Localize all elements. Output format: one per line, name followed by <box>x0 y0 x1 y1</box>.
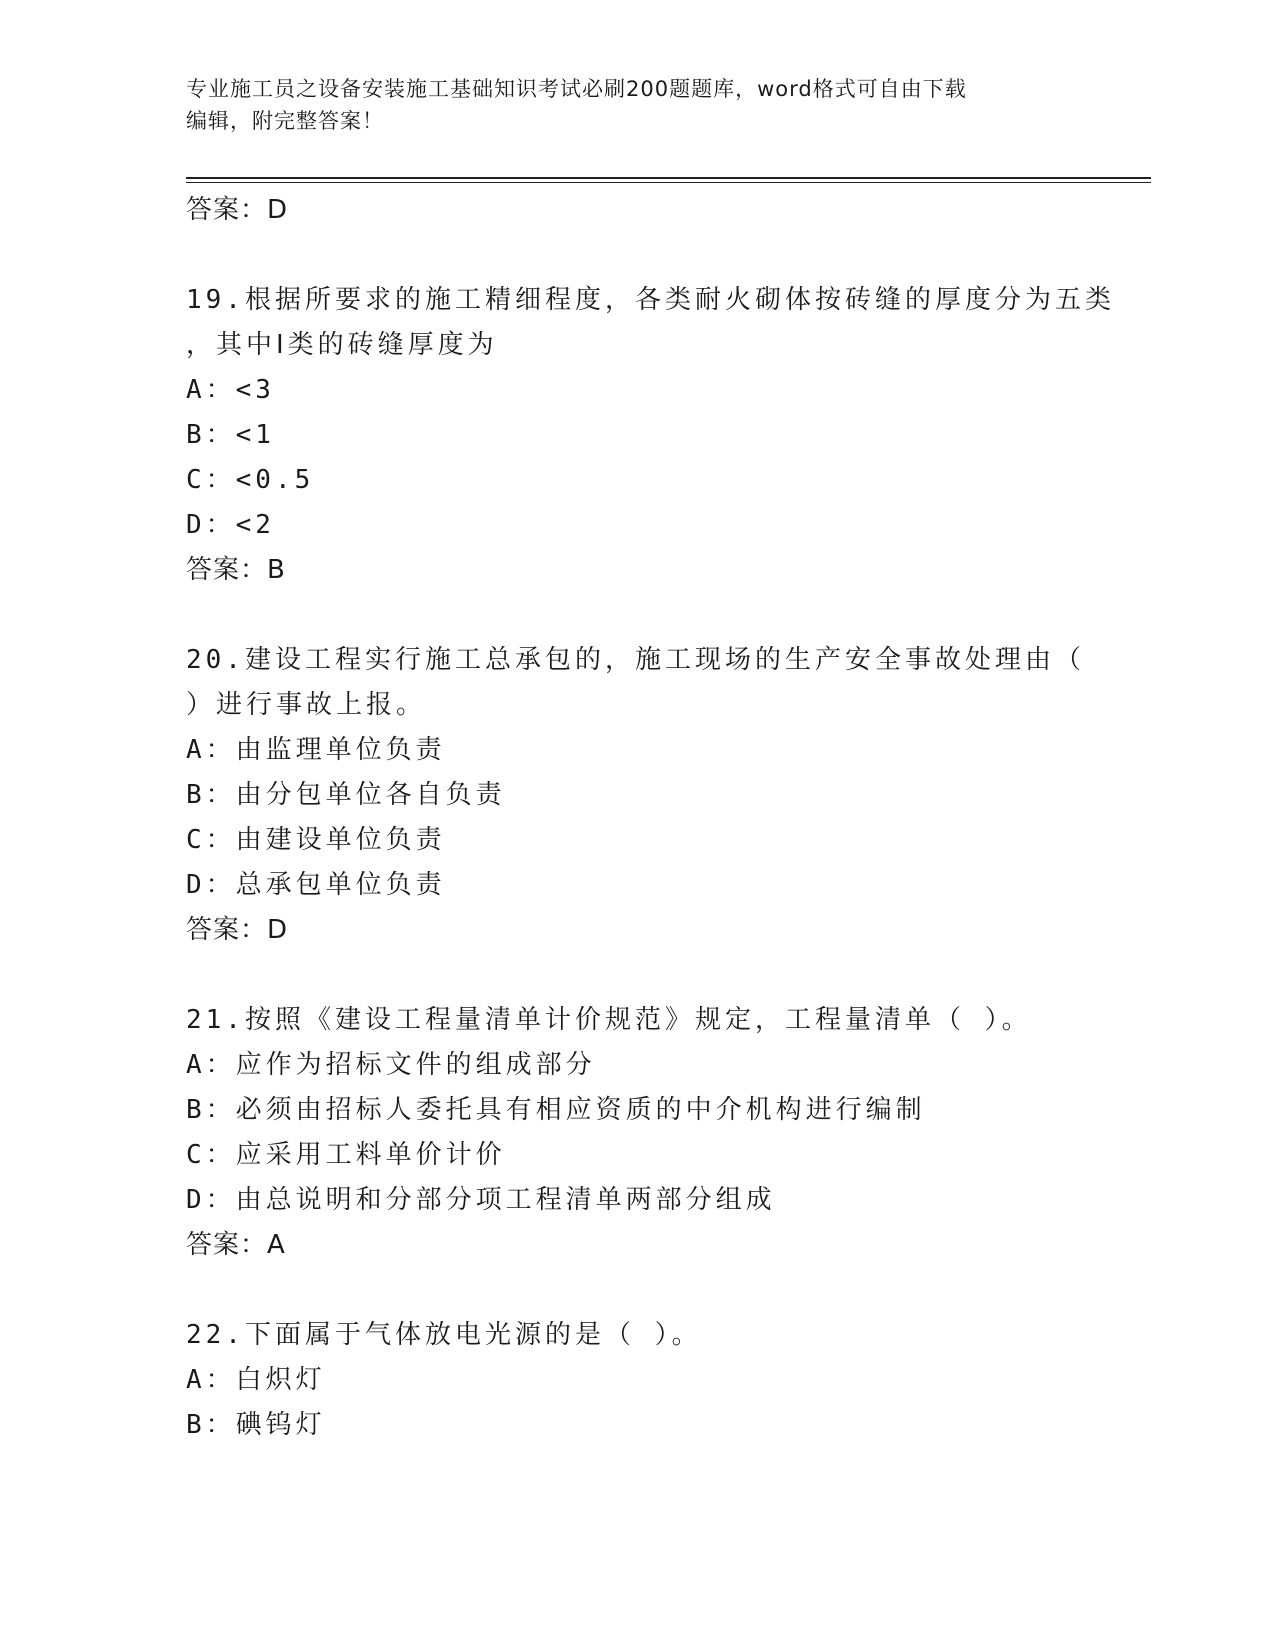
document-header <box>186 73 1066 137</box>
question-20-option-d: D：总承包单位负责 <box>186 870 446 900</box>
header-line-1: 专业施工员之设备安装施工基础知识考试必刷200题题库，word格式可自由下载 <box>186 77 967 101</box>
question-20-stem-1: 20.建设工程实行施工总承包的，施工现场的生产安全事故处理由（ <box>186 645 1085 675</box>
answer-18: 答案：D <box>186 195 289 225</box>
question-22 <box>186 1313 1151 1448</box>
question-21-option-d: D：由总说明和分部分项工程清单两部分组成 <box>186 1185 776 1215</box>
answer-21: 答案：A <box>186 1230 286 1260</box>
header-line-2: 编辑，附完整答案！ <box>186 109 384 133</box>
question-19-stem-2: ，其中Ⅰ类的砖缝厚度为 <box>186 330 498 360</box>
question-19-stem-1: 19.根据所要求的施工精细程度，各类耐火砌体按砖缝的厚度分为五类 <box>186 285 1115 315</box>
header-divider-thin <box>186 182 1151 183</box>
answer-19: 答案：B <box>186 555 286 585</box>
question-19 <box>186 278 1151 593</box>
header-divider-thick <box>186 177 1151 179</box>
question-20-option-c: C：由建设单位负责 <box>186 825 446 855</box>
question-22-option-b: B：碘钨灯 <box>186 1410 326 1440</box>
question-20-stem-2: ）进行事故上报。 <box>186 690 427 720</box>
question-19-option-a: A：<3 <box>186 375 275 405</box>
question-20-option-b: B：由分包单位各自负责 <box>186 780 506 810</box>
question-22-stem-1: 22.下面属于气体放电光源的是（ ）。 <box>186 1320 702 1350</box>
question-19-option-c: C：<0.5 <box>186 465 315 495</box>
answer-20: 答案：D <box>186 915 289 945</box>
question-22-option-a: A：白炽灯 <box>186 1365 326 1395</box>
question-20 <box>186 638 1151 953</box>
question-21-option-b: B：必须由招标人委托具有相应资质的中介机构进行编制 <box>186 1095 926 1125</box>
question-20-option-a: A：由监理单位负责 <box>186 735 446 765</box>
question-21 <box>186 998 1151 1268</box>
question-21-stem-1: 21.按照《建设工程量清单计价规范》规定，工程量清单（ ）。 <box>186 1005 1032 1035</box>
question-19-option-d: D：<2 <box>186 510 275 540</box>
spacer <box>186 1268 1151 1313</box>
spacer <box>186 953 1151 998</box>
question-21-option-a: A：应作为招标文件的组成部分 <box>186 1050 596 1080</box>
spacer <box>186 593 1151 638</box>
question-19-option-b: B：<1 <box>186 420 275 450</box>
question-list <box>186 188 1151 1448</box>
question-21-option-c: C：应采用工料单价计价 <box>186 1140 506 1170</box>
spacer <box>186 233 1151 278</box>
